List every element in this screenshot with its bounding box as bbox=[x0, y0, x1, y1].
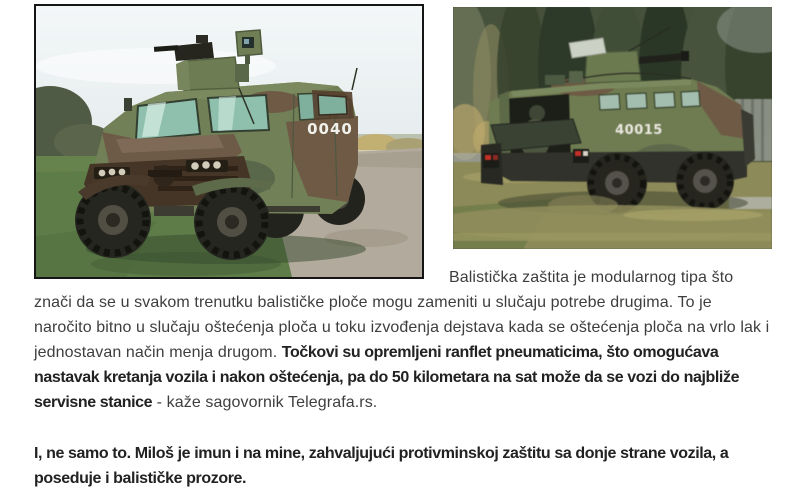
p1-text-start: Balistička zaštita je modularnog tipa što znači da se u svakom trenutku balističke ploče mogu zameniti u slučaju potrebe drugima. To je naročito bitno u slučaju oštećenja ploča u toku izvođenja dejstava kada se oštećenja ploča na vrlo lak i jednostavan način menja drugom. bbox=[34, 269, 770, 361]
right-photo-illustration bbox=[453, 7, 772, 249]
photo-milos-vehicle-rear bbox=[453, 7, 772, 249]
p1-text-bold: Točkovi su opremljeni ranflet pneumaticima, što omogućava nastavak kretanja vozila i nakon oštećenja, pa do 50 kilometara na sat može da se vozi do najbliže servisne stanice bbox=[34, 344, 740, 411]
right-vehicle-hull-number: 40015 bbox=[615, 123, 663, 138]
photo-milos-vehicle-front bbox=[34, 4, 424, 279]
mirror bbox=[124, 98, 132, 111]
left-vehicle-hull-number: 0040 bbox=[307, 120, 353, 138]
p1-text-end: - kaže sagovornik Telegrafa.rs. bbox=[152, 394, 378, 411]
front-wheel bbox=[676, 152, 734, 210]
rear-wheel bbox=[194, 184, 270, 260]
paragraph-mine-protection bbox=[34, 441, 772, 491]
p2-text-bold: I, ne samo to. Miloš je imun i na mine, zahvaljujući protivminskoj zaštitu sa donje strane vozila, a poseduje i balističke prozore. bbox=[34, 445, 729, 487]
soldier-helmet bbox=[529, 105, 545, 121]
left-photo-illustration bbox=[36, 6, 422, 277]
